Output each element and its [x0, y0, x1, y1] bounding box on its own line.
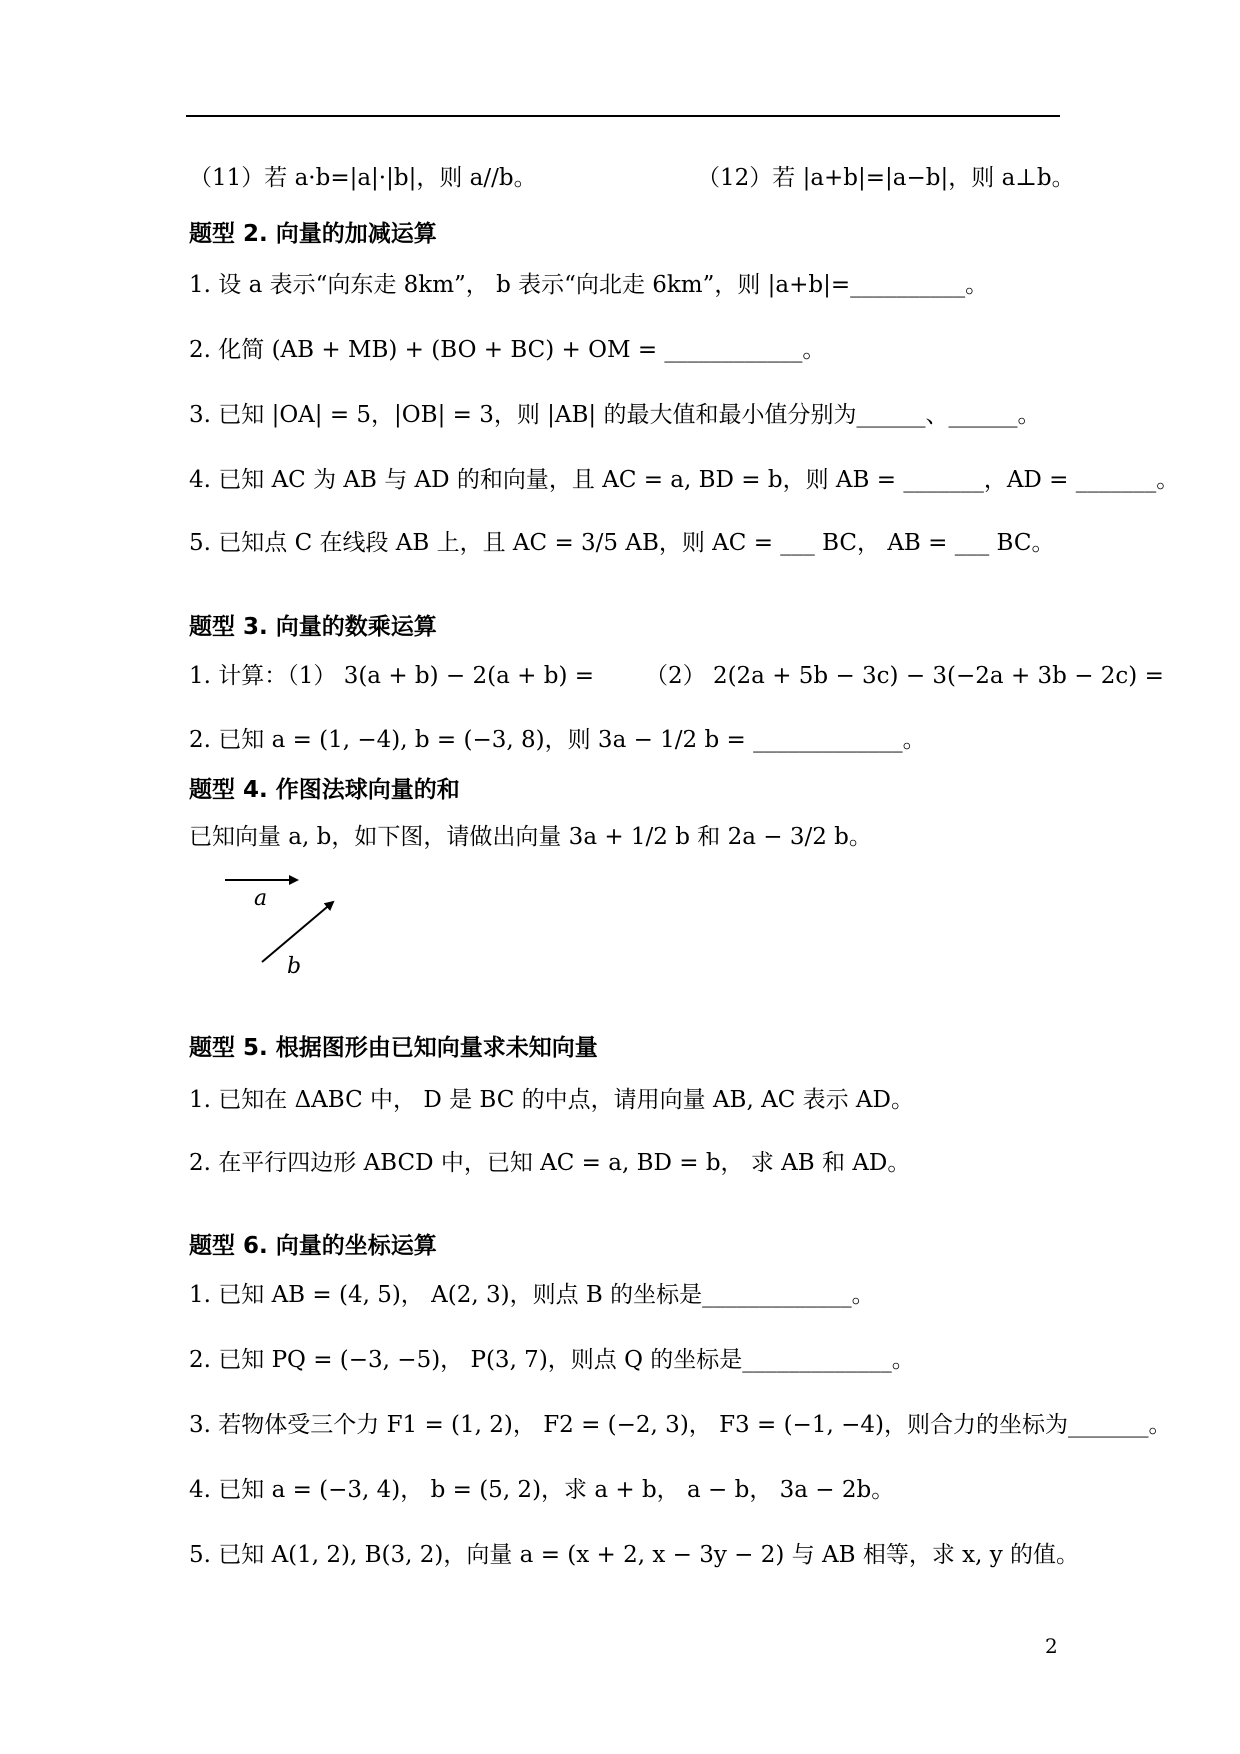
section-heading-5: 题型 5. 根据图形由已知向量求未知向量	[189, 1035, 598, 1061]
vector-b-label: b	[287, 954, 302, 979]
header-rule	[186, 115, 1060, 117]
problem-2-2: 2. 化简 (AB + MB) + (BO + BC) + OM = ____________。	[189, 337, 826, 363]
problem-4-1: 已知向量 a, b，如下图，请做出向量 3a + 1/2 b 和 2a − 3/2 b。	[189, 824, 872, 850]
section-heading-6: 题型 6. 向量的坐标运算	[189, 1233, 437, 1259]
problem-5-1: 1. 已知在 ΔABC 中， D 是 BC 的中点，请用向量 AB, AC 表示 AD。	[189, 1087, 914, 1113]
problem-6-4: 4. 已知 a = (−3, 4)， b = (5, 2)，求 a + b， a − b， 3a − 2b。	[189, 1477, 895, 1503]
problem-2-3: 3. 已知 |OA| = 5，|OB| = 3，则 |AB| 的最大值和最小值分别为______、______。	[189, 402, 1041, 428]
vector-figure	[220, 872, 360, 982]
problem-6-3: 3. 若物体受三个力 F1 = (1, 2)， F2 = (−2, 3)， F3 = (−1, −4)，则合力的坐标为_______。	[189, 1412, 1172, 1438]
question-11: （11）若 a·b=|a|·|b|，则 a//b。	[189, 165, 537, 191]
problem-2-5: 5. 已知点 C 在线段 AB 上，且 AC = 3/5 AB，则 AC = ___ BC， AB = ___ BC。	[189, 530, 1055, 556]
problem-6-1: 1. 已知 AB = (4, 5)， A(2, 3)，则点 B 的坐标是_____________。	[189, 1282, 875, 1308]
question-12: （12）若 |a+b|=|a−b|，则 a⊥b。	[697, 165, 1075, 191]
problem-2-1: 1. 设 a 表示“向东走 8km”， b 表示“向北走 6km”，则 |a+b|=__________。	[189, 272, 989, 298]
section-heading-4: 题型 4. 作图法球向量的和	[189, 777, 460, 803]
problem-5-2: 2. 在平行四边形 ABCD 中，已知 AC = a, BD = b， 求 AB 和 AD。	[189, 1150, 911, 1176]
problem-3-1-part2: （2） 2(2a + 5b − 3c) − 3(−2a + 3b − 2c) =	[645, 663, 1164, 689]
problem-6-2: 2. 已知 PQ = (−3, −5)， P(3, 7)，则点 Q 的坐标是_____________。	[189, 1347, 915, 1373]
problem-2-4: 4. 已知 AC 为 AB 与 AD 的和向量，且 AC = a, BD = b，则 AB = _______，AD = _______。	[189, 467, 1180, 493]
vector-b-arrow	[262, 902, 333, 962]
problem-6-5: 5. 已知 A(1, 2), B(3, 2)，向量 a = (x + 2, x − 3y − 2) 与 AB 相等，求 x, y 的值。	[189, 1542, 1080, 1568]
section-heading-3: 题型 3. 向量的数乘运算	[189, 614, 437, 640]
problem-3-1-part1: 1. 计算：（1） 3(a + b) − 2(a + b) =	[189, 663, 594, 689]
problem-3-2: 2. 已知 a = (1, −4), b = (−3, 8)，则 3a − 1/2 b = _____________。	[189, 727, 926, 753]
vector-a-label: a	[254, 886, 268, 911]
page-number: 2	[1045, 1634, 1058, 1658]
section-heading-2: 题型 2. 向量的加减运算	[189, 221, 437, 247]
